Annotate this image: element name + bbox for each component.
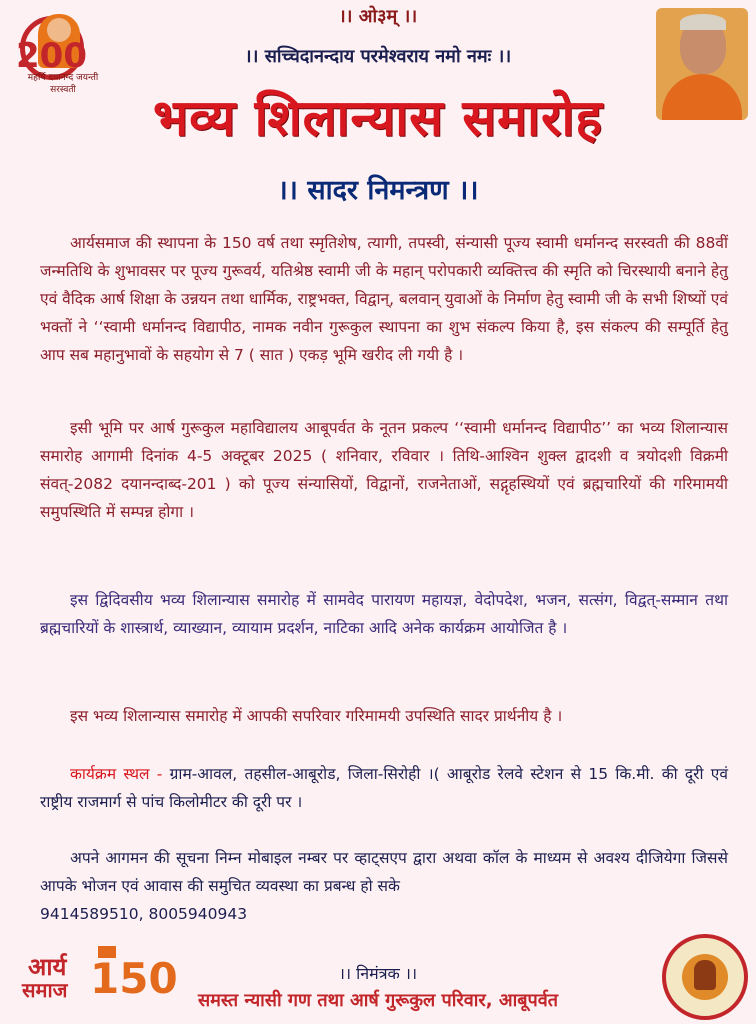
- paragraph-ceremony-details: इसी भूमि पर आर्ष गुरूकुल महाविद्यालय आबूपर्वत के नूतन प्रकल्प ‘‘स्वामी धर्मानन्द विद्यापीठ’’ का भव्य शिलान्यास समारोह आगामी दिनांक 4-5 अक्टूबर 2025 ( शनिवार, रविवार । तिथि-आश्विन शुक्ल द्वादशी व त्रयोदशी विक्रमी संवत्-2082 दयानन्दाब्द-201 ) को पूज्य संन्यासियों, विद्वानों, राजनेताओं, सद्गृहस्थियों एवं ब्रह्मचारियों की गरिमामयी समुपस्थिति में सम्पन्न होगा ।: [40, 419, 728, 521]
- inviter-label: ।। निमंत्रक ।।: [338, 964, 418, 983]
- mantra-line: ।। सच्चिदानन्दाय परमेश्वराय नमो नमः ।।: [244, 46, 512, 67]
- venue-label: कार्यक्रम स्थल -: [70, 765, 163, 783]
- om-heading: ।। ओ३म् ।।: [338, 6, 418, 27]
- logo-word-samaj: समाज: [22, 978, 68, 1002]
- page-title: भव्य शिलान्यास समारोह: [153, 89, 603, 147]
- phone-numbers: 9414589510, 8005940943: [40, 905, 248, 923]
- logo-number: 200: [16, 36, 87, 76]
- seal-figure: [694, 960, 716, 990]
- gurukul-seal-logo: [662, 934, 748, 1020]
- logo-number-150: 150: [90, 954, 178, 1003]
- logo-caption-line1: महर्षि दयानन्द जयन्ती: [27, 73, 99, 83]
- paragraph-programs: इस द्विदिवसीय भव्य शिलान्यास समारोह में सामवेद पारायण महायज्ञ, वेदोपदेश, भजन, सत्संग, विद्वत्-सम्मान तथा ब्रह्मचारियों के शास्त्रार्थ, व्याख्यान, व्यायाम प्रदर्शन, नाटिका आदि अनेक कार्यक्रम आयोजित है ।: [40, 591, 728, 637]
- venue-text: ग्राम-आवल, तहसील-आबूरोड, जिला-सिरोही ।( आबूरोड रेलवे स्टेशन से 15 कि.मी. की दूरी एवं राष्ट्रीय राजमार्ग से पांच किलोमीटर की दूरी पर ।: [40, 765, 728, 811]
- paragraph-request: इस भव्य शिलान्यास समारोह में आपकी सपरिवार गरिमामयी उपस्थिति सादर प्रार्थनीय है ।: [70, 707, 563, 725]
- logo-word-arya: आर्य: [28, 953, 67, 981]
- inviter-names: समस्त न्यासी गण तथा आर्ष गुरूकुल परिवार, आबूपर्वत: [197, 990, 559, 1011]
- invitation-subtitle: ।। सादर निमन्त्रण ।।: [277, 175, 479, 206]
- paragraph-intro: आर्यसमाज की स्थापना के 150 वर्ष तथा स्मृतिशेष, त्यागी, तपस्वी, संन्यासी पूज्य स्वामी धर्मानन्द सरस्वती की 88वीं जन्मतिथि के शुभावसर पर पूज्य गुरूवर्य, यतिश्रेष्ठ स्वामी जी के महान् परोपकारी व्यक्तित्त्व की स्मृति को चिरस्थायी बनाने हेतु एवं वैदिक आर्ष शिक्षा के उन्नयन तथा धार्मिक, राष्ट्रभक्त, विद्वान्, बलवान् युवाओं के निर्माण हेतु स्वामी जी के सभी शिष्यों एवं भक्तों ने ‘‘स्वामी धर्मानन्द विद्यापीठ, नामक नवीन गुरूकुल स्थापना का शुभ संकल्प किया है, इस संकल्प की सम्पूर्ति हेतु आप सब महानुभावों के सहयोग से 7 ( सात ) एकड़ भूमि खरीद ली गयी है ।: [40, 234, 728, 364]
- paragraph-venue: [40, 760, 728, 816]
- contact-text: अपने आगमन की सूचना निम्न मोबाइल नम्बर पर व्हाट्सएप द्वारा अथवा कॉल के माध्यम से अवश्य दीजियेगा जिससे आपके भोजन एवं आवास की समुचित व्यवस्था का प्रबन्ध हो सके: [40, 849, 728, 895]
- logo-caption-line2: सरस्वती: [50, 85, 76, 95]
- paragraph-contact: [40, 844, 728, 928]
